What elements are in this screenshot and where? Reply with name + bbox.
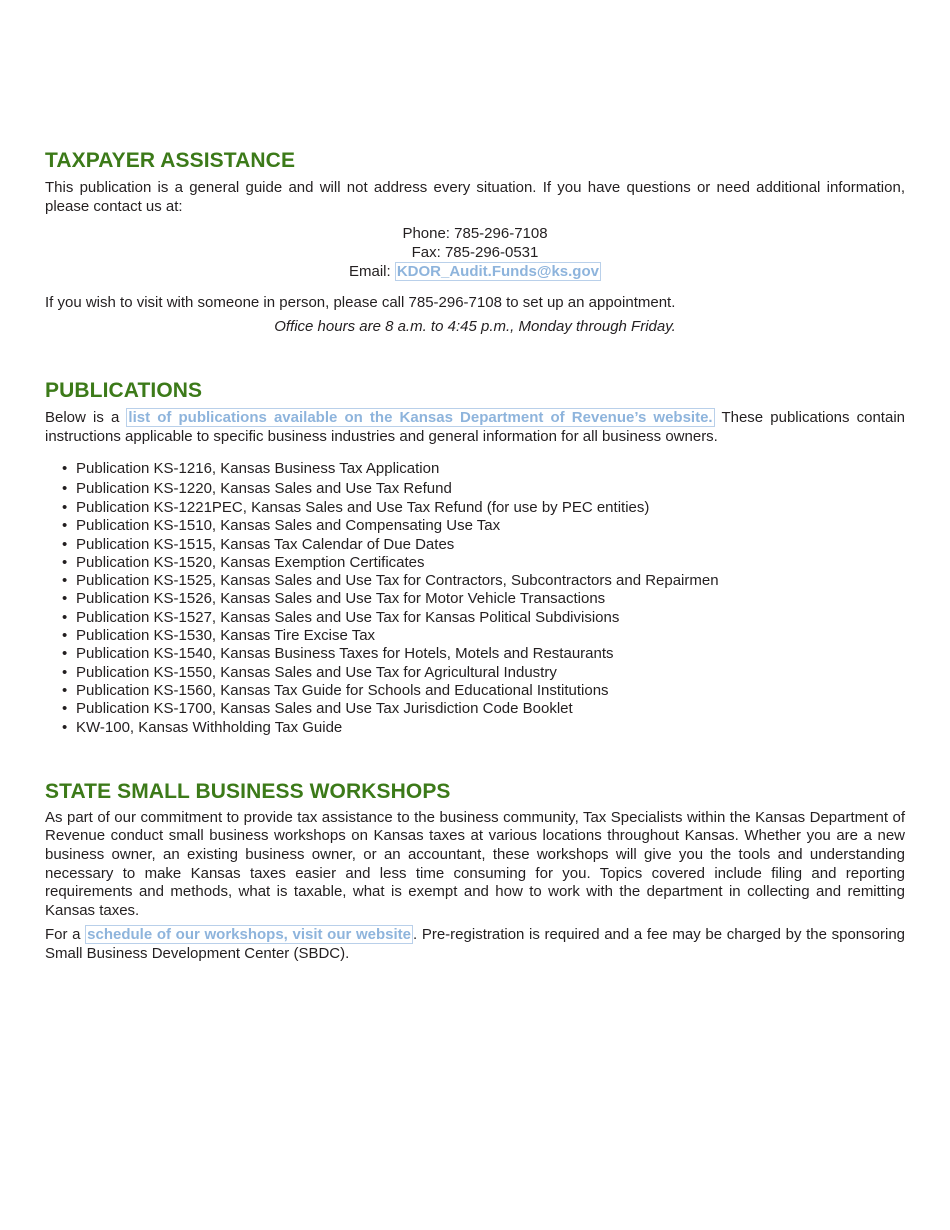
taxpayer-assistance-section <box>45 148 905 336</box>
email-line <box>45 262 905 281</box>
document-page <box>45 148 905 963</box>
email-link[interactable]: KDOR_Audit.Funds@ks.gov <box>396 263 599 280</box>
publications-section <box>45 378 905 737</box>
taxpayer-assistance-intro: This publication is a general guide and will not address every situation. If you have questions or need additional information, please contact us at: <box>45 179 905 215</box>
email-label: Email: <box>349 263 395 280</box>
schedule-after: . Pre-registration is required and a fee may be charged by the sponsoring Small Business Development Center (SBDC). <box>45 926 906 963</box>
list-item: • Publication KS-1216, Kansas Business Tax Application <box>62 459 905 479</box>
list-item: • Publication KS-1515, Kansas Tax Calendar of Due Dates <box>62 536 905 554</box>
publications-intro-after: These publications contain instructions applicable to specific business industries and general information for all business owners. <box>45 409 905 445</box>
taxpayer-assistance-heading: TAXPAYER ASSISTANCE <box>45 149 296 172</box>
office-hours: Office hours are 8 a.m. to 4:45 p.m., Monday through Friday. <box>274 318 676 335</box>
list-item: • Publication KS-1530, Kansas Tire Excise Tax <box>62 627 905 645</box>
list-item: • Publication KS-1560, Kansas Tax Guide for Schools and Educational Institutions <box>62 682 905 700</box>
publications-list-link[interactable]: list of publications available on the Kansas Department of Revenue’s website. <box>128 409 713 426</box>
list-item: • Publication KS-1540, Kansas Business Taxes for Hotels, Motels and Restaurants <box>62 645 905 663</box>
contact-block <box>45 224 905 281</box>
list-item: • Publication KS-1220, Kansas Sales and Use Tax Refund <box>62 479 905 499</box>
list-item: • Publication KS-1700, Kansas Sales and Use Tax Jurisdiction Code Booklet <box>62 700 905 718</box>
phone-line: Phone: 785-296-7108 <box>402 225 548 242</box>
workshops-heading: STATE SMALL BUSINESS WORKSHOPS <box>45 779 451 803</box>
list-item: • Publication KS-1526, Kansas Sales and Use Tax for Motor Vehicle Transactions <box>62 590 905 608</box>
workshops-section <box>45 779 905 964</box>
list-item: • Publication KS-1550, Kansas Sales and Use Tax for Agricultural Industry <box>62 664 905 682</box>
visit-in-person-text: If you wish to visit with someone in person, please call 785-296-7108 to set up an appointment. <box>45 294 676 311</box>
workshops-paragraph: As part of our commitment to provide tax assistance to the business community, Tax Specialists within the Kansas Department of Revenue conduct small business workshops on Kansas taxes at various locations throughout Kansas. Whether you are a new business owner, an existing business owner, or an accountant, these workshops will give you the tools and understanding necessary to make Kansas taxes easier and less time consuming for you. Topics covered include filing and reporting requirements and methods, what is taxable, what is exempt and how to work with the department in collecting and remitting Kansas taxes. <box>45 808 905 919</box>
publications-intro-before: Below is a <box>45 409 127 426</box>
publications-list <box>45 459 905 737</box>
list-item: • Publication KS-1527, Kansas Sales and Use Tax for Kansas Political Subdivisions <box>62 609 905 627</box>
list-item: • Publication KS-1520, Kansas Exemption Certificates <box>62 554 905 572</box>
workshops-schedule-text <box>45 925 905 963</box>
workshops-schedule-link[interactable]: schedule of our workshops, visit our website <box>87 926 412 944</box>
fax-line: Fax: 785-296-0531 <box>411 244 539 261</box>
schedule-before: For a <box>45 926 86 944</box>
list-item: • Publication KS-1525, Kansas Sales and Use Tax for Contractors, Subcontractors and Repairmen <box>62 572 905 590</box>
list-item: • KW-100, Kansas Withholding Tax Guide <box>62 719 905 737</box>
publications-heading: PUBLICATIONS <box>45 379 203 402</box>
list-item: • Publication KS-1510, Kansas Sales and Compensating Use Tax <box>62 517 905 535</box>
list-item: • Publication KS-1221PEC, Kansas Sales and Use Tax Refund (for use by PEC entities) <box>62 499 905 517</box>
publications-intro <box>45 408 905 446</box>
